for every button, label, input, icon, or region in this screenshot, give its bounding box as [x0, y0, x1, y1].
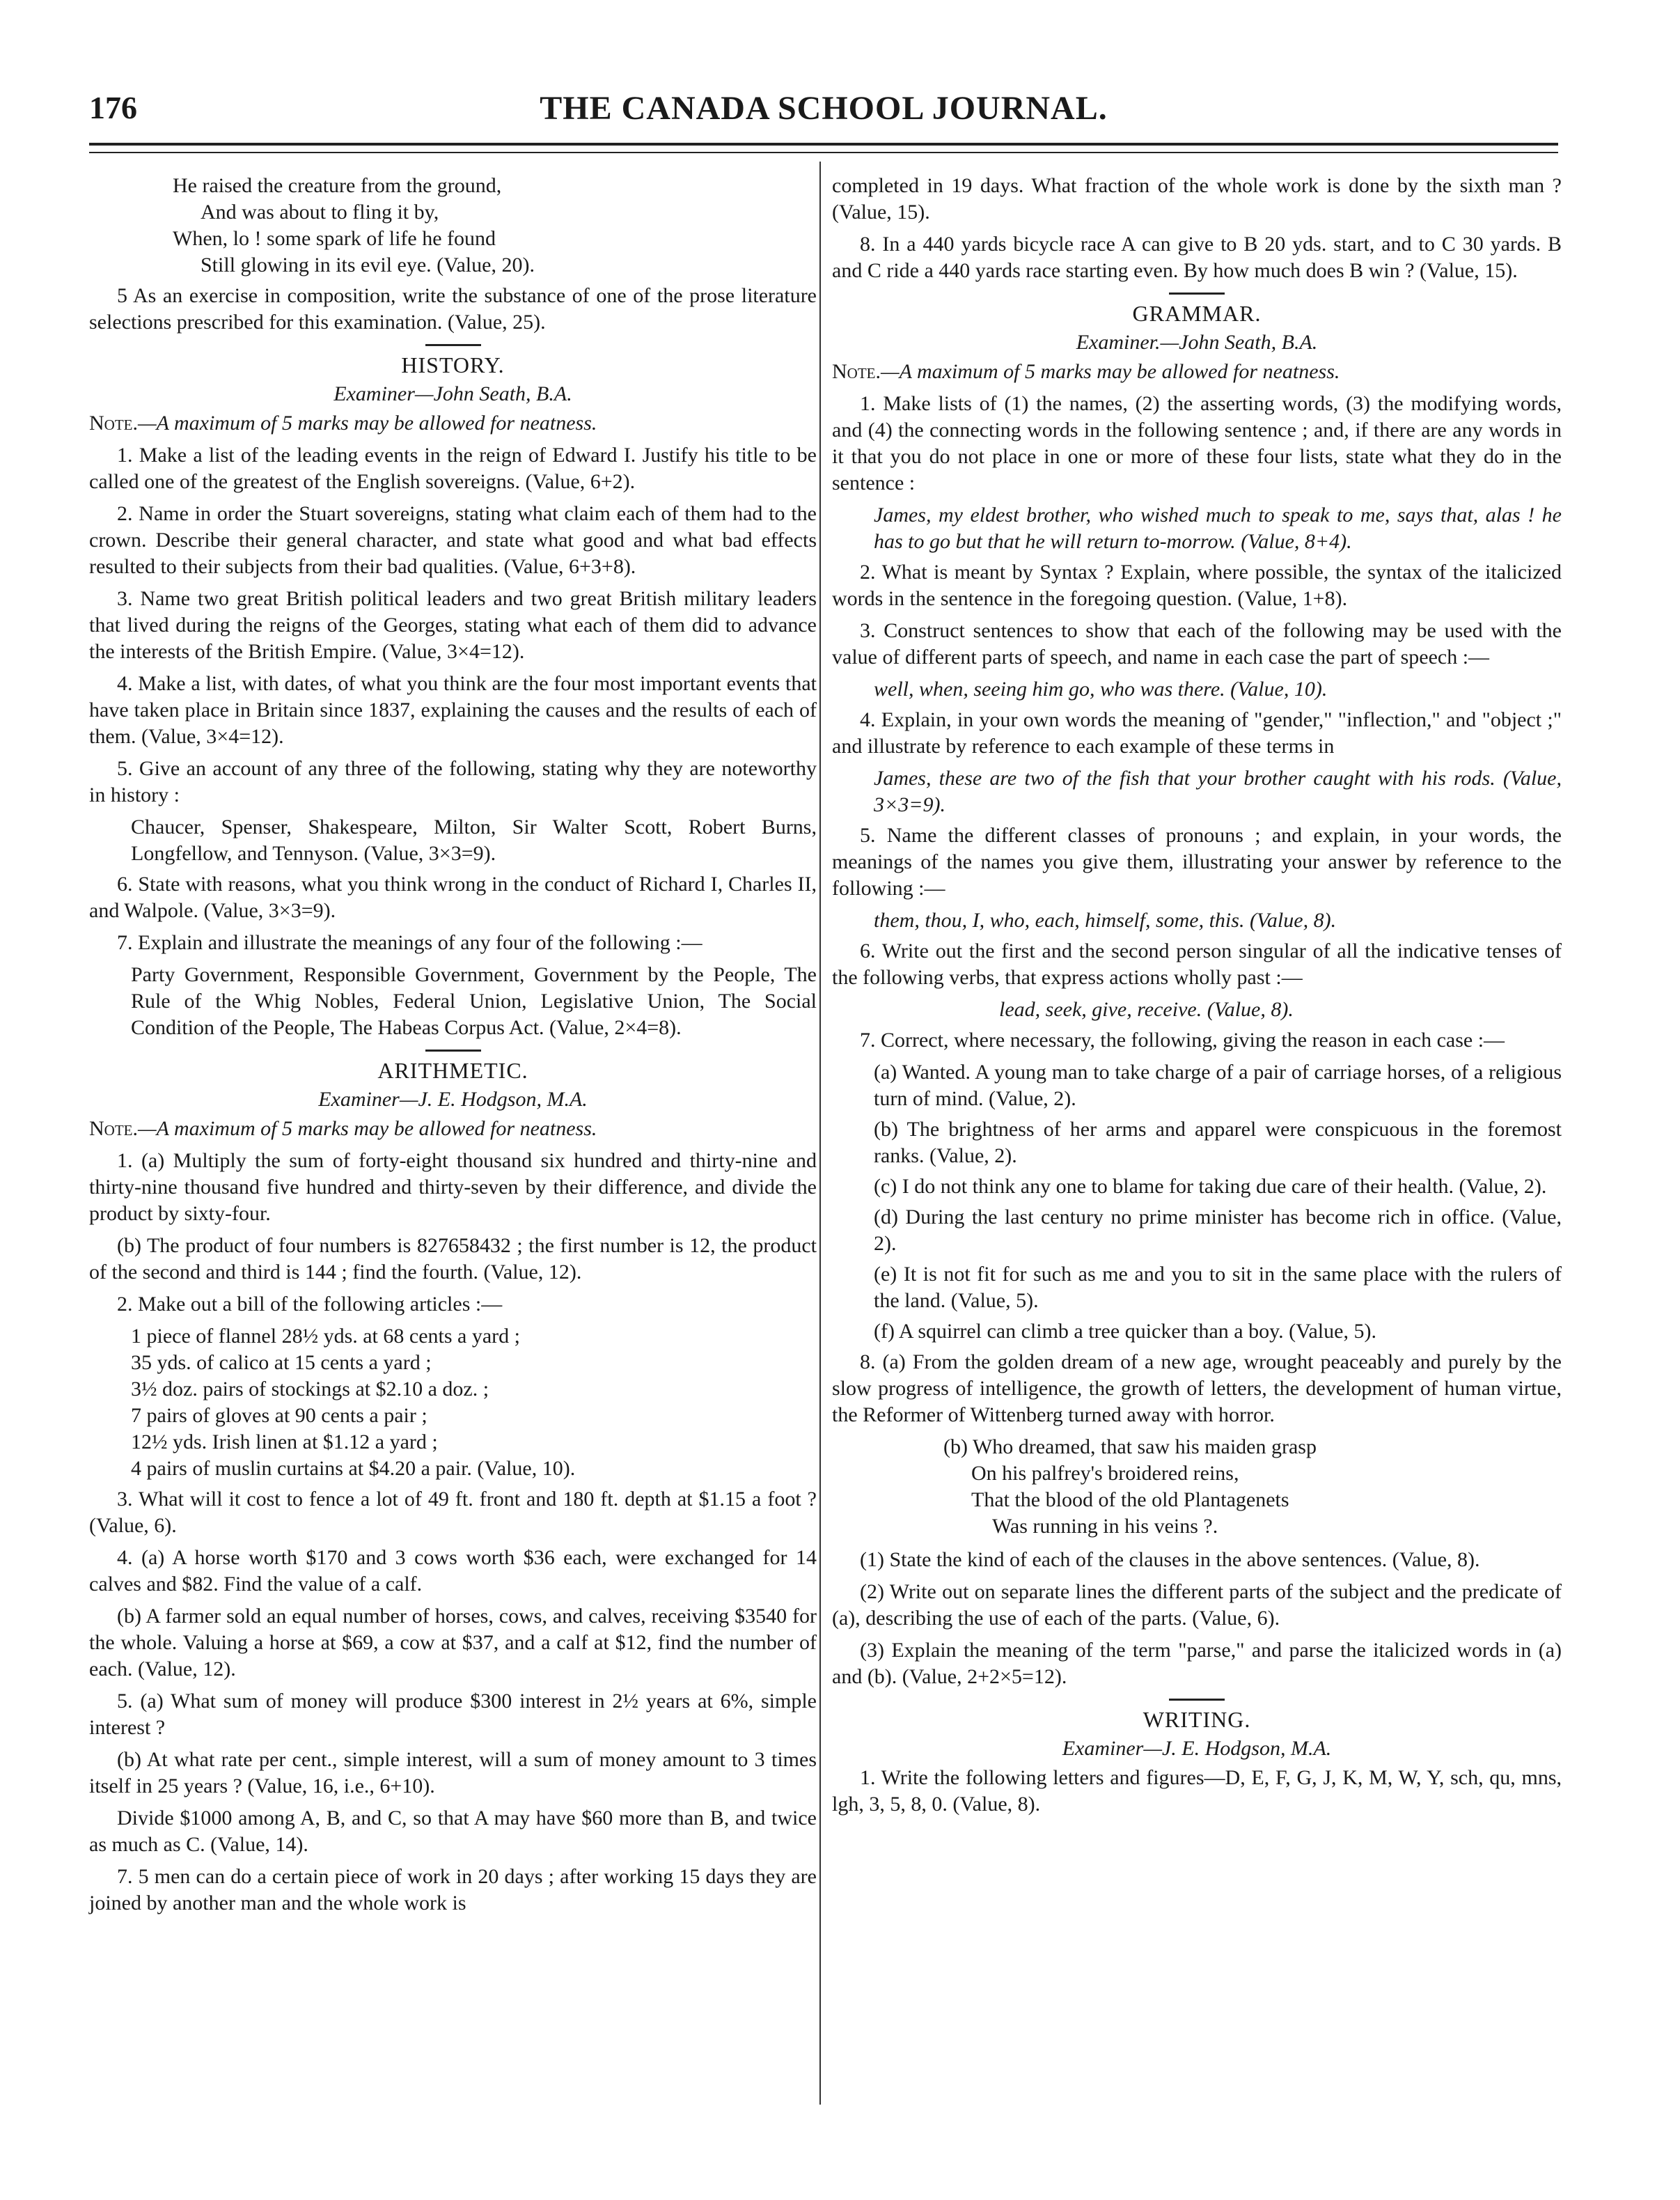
grammar-q8b-verse	[943, 1434, 1562, 1540]
bill-item: 3½ doz. pairs of stockings at $2.10 a doz. ;	[131, 1378, 489, 1401]
left-column	[89, 173, 817, 1922]
arithmetic-question-5a: 5. (a) What sum of money will produce $300 interest in 2½ years at 6%, simple interest ?	[89, 1690, 817, 1739]
verse-line: That the blood of the old Plantagenets	[971, 1488, 1289, 1511]
writing-heading: WRITING.	[1143, 1707, 1251, 1732]
history-question-3: 3. Name two great British political leaders and two great British military leaders that lived during the reigns of the Georges, stating what each of them did to advance the interests of the British Empire. (Value, 3×4=12).	[89, 587, 817, 663]
page-header	[89, 89, 1558, 138]
section-rule	[1169, 292, 1225, 295]
arithmetic-heading: ARITHMETIC.	[377, 1058, 528, 1083]
history-question-7-list: Party Government, Responsible Government, Government by the People, The Rule of the Whig Nobles, Federal Union, Legislative Union, The Social Condition of the People, The Habeas Corpus Act. (Value, 2×4=8).	[131, 963, 817, 1039]
grammar-question-5: 5. Name the different classes of pronouns ; and explain, in your words, the meanings of the names you give them, illustrating your answer by reference to the following :—	[832, 824, 1562, 900]
arithmetic-question-1a: 1. (a) Multiply the sum of forty-eight thousand six hundred and thirty-nine and thirty-nine thousand five hundred and thirty-seven by their difference, and divide the product by sixty-four.	[89, 1149, 817, 1225]
grammar-q7-item: (e) It is not fit for such as me and you to sit in the same place with the rulers of the land. (Value, 5).	[874, 1263, 1562, 1312]
history-examiner: Examiner—John Seath, B.A.	[333, 382, 572, 405]
grammar-question-5-list: them, thou, I, who, each, himself, some, this. (Value, 8).	[874, 909, 1337, 932]
bill-item: 4 pairs of muslin curtains at $4.20 a pair. (Value, 10).	[131, 1457, 576, 1480]
note-text: —A maximum of 5 marks may be allowed for neatness.	[138, 412, 597, 435]
header-rule-thin	[89, 152, 1558, 153]
verse-line: And was about to fling it by,	[201, 201, 439, 224]
bill-item: 35 yds. of calico at 15 cents a yard ;	[131, 1351, 432, 1374]
arithmetic-question-5b: (b) At what rate per cent., simple interest, will a sum of money amount to 3 times itself in 25 years ? (Value, 16, i.e., 6+10).	[89, 1748, 817, 1797]
grammar-question-8-3: (3) Explain the meaning of the term "parse," and parse the italicized words in (a) and (b). (Value, 2+2×5=12).	[832, 1639, 1562, 1688]
journal-title: THE CANADA SCHOOL JOURNAL.	[540, 90, 1108, 127]
grammar-q7-item: (b) The brightness of her arms and apparel were conspicuous in the foremost ranks. (Value, 2).	[874, 1118, 1562, 1167]
writing-examiner: Examiner—J. E. Hodgson, M.A.	[1062, 1737, 1332, 1760]
arithmetic-question-7-cont: completed in 19 days. What fraction of the whole work is done by the sixth man ? (Value, 15).	[832, 174, 1562, 224]
arithmetic-question-7: 7. 5 men can do a certain piece of work in 20 days ; after working 15 days they are joined by another man and the whole work is	[89, 1865, 817, 1914]
history-question-5: 5. Give an account of any three of the following, stating why they are noteworthy in history :	[89, 757, 817, 806]
arithmetic-question-4a: 4. (a) A horse worth $170 and 3 cows worth $36 each, were exchanged for 14 calves and $82. Find the value of a calf.	[89, 1546, 817, 1596]
note-text: —A maximum of 5 marks may be allowed for neatness.	[138, 1117, 597, 1140]
bill-item: 7 pairs of gloves at 90 cents a pair ;	[131, 1404, 427, 1427]
note-label: Note.	[89, 412, 138, 435]
composition-question: 5 As an exercise in composition, write the substance of one of the prose literature selections prescribed for this examination. (Value, 25).	[89, 284, 817, 334]
verse-line: On his palfrey's broidered reins,	[971, 1462, 1239, 1485]
grammar-question-6: 6. Write out the first and the second person singular of all the indicative tenses of the following verbs, that express actions wholly past :—	[832, 939, 1562, 989]
bill-item: 1 piece of flannel 28½ yds. at 68 cents a yard ;	[131, 1325, 520, 1348]
grammar-question-8a: 8. (a) From the golden dream of a new age, wrought peaceably and purely by the slow progress of intelligence, the growth of letters, the development of human virtue, the Reformer of Wittenberg turned away with horror.	[832, 1350, 1562, 1426]
writing-question-1: 1. Write the following letters and figures—D, E, F, G, J, K, M, W, Y, sch, qu, mns, lgh, 3, 5, 8, 0. (Value, 8).	[832, 1766, 1562, 1816]
grammar-question-2: 2. What is meant by Syntax ? Explain, where possible, the syntax of the italicized words in the sentence in the foregoing question. (Value, 1+8).	[832, 561, 1562, 610]
verse-line: When, lo ! some spark of life he found	[173, 227, 496, 250]
header-rule	[89, 143, 1558, 146]
verse-line: He raised the creature from the ground,	[173, 174, 502, 197]
note-label: Note.	[89, 1117, 138, 1140]
grammar-question-3: 3. Construct sentences to show that each of the following may be used with the value of different parts of speech, and name in each case the part of speech :—	[832, 619, 1562, 669]
history-note	[89, 410, 817, 437]
grammar-q7-item: (a) Wanted. A young man to take charge of a pair of carriage horses, of a religious turn of mind. (Value, 2).	[874, 1061, 1562, 1110]
grammar-question-8-1: (1) State the kind of each of the clauses in the above sentences. (Value, 8).	[860, 1548, 1480, 1571]
grammar-question-1: 1. Make lists of (1) the names, (2) the asserting words, (3) the modifying words, and (4) the connecting words in the following sentence ; and, if there are any words in it that you do not place in one or more of these four lists, state what they do in the sentence :	[832, 392, 1562, 494]
grammar-note	[832, 359, 1562, 385]
poem-excerpt	[173, 173, 817, 279]
history-question-7: 7. Explain and illustrate the meanings of any four of the following :—	[117, 931, 702, 954]
column-divider	[819, 162, 821, 2105]
grammar-q7-item: (d) During the last century no prime minister has become rich in office. (Value, 2).	[874, 1206, 1562, 1255]
arithmetic-question-3: 3. What will it cost to fence a lot of 49 ft. front and 180 ft. depth at $1.15 a foot ? (Value, 6).	[89, 1488, 817, 1537]
verse-line: (b) Who dreamed, that saw his maiden grasp	[943, 1435, 1317, 1458]
grammar-examiner: Examiner.—John Seath, B.A.	[1076, 331, 1318, 354]
arithmetic-examiner: Examiner—J. E. Hodgson, M.A.	[318, 1088, 588, 1111]
history-question-6: 6. State with reasons, what you think wrong in the conduct of Richard I, Charles II, and Walpole. (Value, 3×3=9).	[89, 873, 817, 922]
page-number: 176	[89, 90, 137, 125]
history-question-4: 4. Make a list, with dates, of what you think are the four most important events that have taken place in Britain since 1837, explaining the causes and the results of each of them. (Value, 3×4=12).	[89, 672, 817, 748]
right-column	[832, 173, 1562, 1823]
grammar-question-7: 7. Correct, where necessary, the following, giving the reason in each case :—	[860, 1029, 1505, 1052]
grammar-question-3-list: well, when, seeing him go, who was there. (Value, 10).	[874, 678, 1328, 701]
arithmetic-question-8: 8. In a 440 yards bicycle race A can give to B 20 yds. start, and to C 30 yards. B and C ride a 440 yards race starting even. By how much does B win ? (Value, 15).	[832, 233, 1562, 282]
grammar-question-1-quote: James, my eldest brother, who wished much to speak to me, says that, alas ! he has to go but that he will return to-morrow. (Value, 8+4).	[874, 504, 1562, 553]
grammar-heading: GRAMMAR.	[1132, 301, 1262, 326]
note-text: —A maximum of 5 marks may be allowed for neatness.	[881, 360, 1340, 383]
bill-items	[131, 1323, 817, 1482]
history-question-5-list: Chaucer, Spenser, Shakespeare, Milton, Sir Walter Scott, Robert Burns, Longfellow, and Tennyson. (Value, 3×3=9).	[131, 816, 817, 865]
history-question-1: 1. Make a list of the leading events in the reign of Edward I. Justify his title to be called one of the greatest of the English sovereigns. (Value, 6+2).	[89, 444, 817, 493]
verse-line: Still glowing in its evil eye. (Value, 20).	[201, 253, 535, 276]
grammar-question-6-list: lead, seek, give, receive. (Value, 8).	[999, 998, 1294, 1021]
history-heading: HISTORY.	[401, 352, 505, 377]
arithmetic-question-4b: (b) A farmer sold an equal number of horses, cows, and calves, receiving $3540 for the whole. Valuing a horse at $69, a cow at $37, and a calf at $12, find the number of each. (Value, 12).	[89, 1605, 817, 1680]
section-rule	[425, 1050, 481, 1052]
arithmetic-question-6: Divide $1000 among A, B, and C, so that A may have $60 more than B, and twice as much as C. (Value, 14).	[89, 1807, 817, 1856]
arithmetic-note	[89, 1116, 817, 1142]
grammar-question-4-quote: James, these are two of the fish that your brother caught with his rods. (Value, 3×3=9).	[874, 767, 1562, 816]
grammar-q7-item: (c) I do not think any one to blame for taking due care of their health. (Value, 2).	[874, 1175, 1547, 1198]
grammar-question-4: 4. Explain, in your own words the meaning of "gender," "inflection," and "object ;" and illustrate by reference to each example of these terms in	[832, 708, 1562, 758]
section-rule	[1169, 1699, 1225, 1701]
grammar-question-8-2: (2) Write out on separate lines the different parts of the subject and the predicate of (a), describing the use of each of the parts. (Value, 6).	[832, 1580, 1562, 1630]
history-question-2: 2. Name in order the Stuart sovereigns, stating what claim each of them had to the crown. Describe their general character, and state what good and what bad effects resulted to their subjects from their bad qualities. (Value, 6+3+8).	[89, 502, 817, 578]
arithmetic-question-1b: (b) The product of four numbers is 827658432 ; the first number is 12, the product of the second and third is 144 ; find the fourth. (Value, 12).	[89, 1234, 817, 1284]
section-rule	[425, 344, 481, 346]
verse-line: Was running in his veins ?.	[992, 1515, 1218, 1538]
note-label: Note.	[832, 360, 881, 383]
arithmetic-question-2: 2. Make out a bill of the following articles :—	[117, 1293, 503, 1316]
bill-item: 12½ yds. Irish linen at $1.12 a yard ;	[131, 1430, 438, 1453]
grammar-q7-item: (f) A squirrel can climb a tree quicker than a boy. (Value, 5).	[874, 1320, 1376, 1343]
